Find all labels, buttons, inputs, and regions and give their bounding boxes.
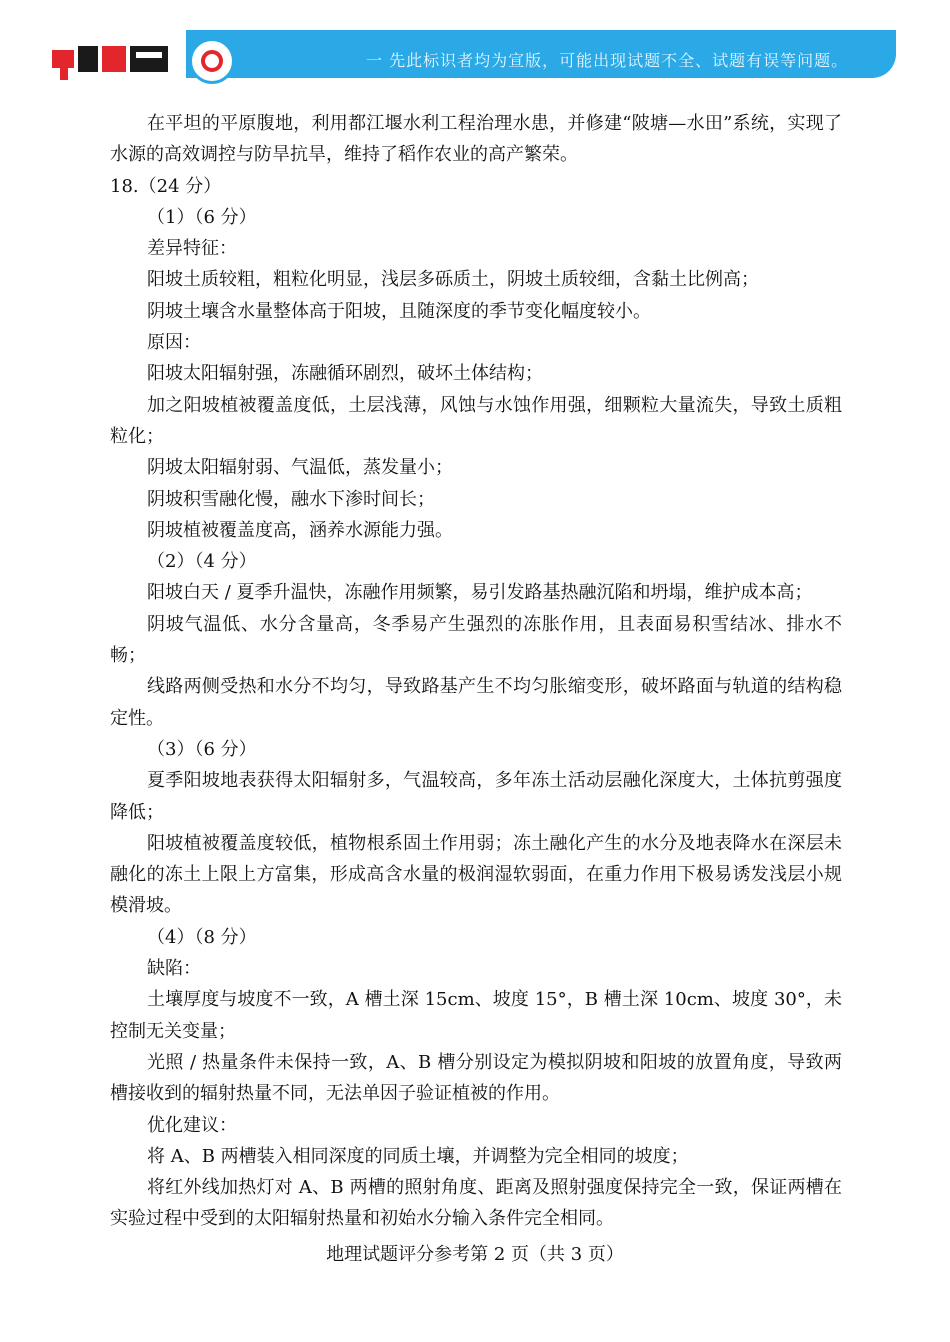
answer-line: 阴坡太阳辐射弱、气温低，蒸发量小； [147,457,453,479]
answer-line: 加之阳坡植被覆盖度低，土层浅薄，风蚀与水蚀作用强，细颗粒大量流失，导致土质粗粒化； [110,394,842,447]
intro-paragraph: 在平坦的平原腹地，利用都江堰水利工程治理水患，并修建“陂塘—水田”系统，实现了水源的高效调控与防旱抗旱，维持了稻作农业的高产繁荣。 [110,113,842,166]
answer-line: 夏季阳坡地表获得太阳辐射多，气温较高，多年冻土活动层融化深度大，土体抗剪强度降低； [110,770,842,823]
badge-icon [189,38,235,84]
answer-line: 阳坡白天 / 夏季升温快，冻融作用频繁，易引发路基热融沉陷和坍塌，维护成本高； [147,582,813,604]
answer-line: 阳坡太阳辐射强，冻融循环剧烈，破坏土体结构； [147,363,543,385]
answer-line: 线路两侧受热和水分不均匀，导致路基产生不均匀胀缩变形，破坏路面与轨道的结构稳定性。 [110,676,842,729]
answer-line: 将 A、B 两槽装入相同深度的同质土壤，并调整为完全相同的坡度； [147,1145,689,1167]
page-header [0,0,950,90]
reason-label: 原因： [147,332,201,354]
banner-text: 一 先此标识者均为宣版，可能出现试题不全、试题有误等问题。 [366,51,849,70]
answer-line: 阴坡土壤含水量整体高于阳坡，且随深度的季节变化幅度较小。 [147,300,651,322]
answer-line: 土壤厚度与坡度不一致，A 槽土深 15cm、坡度 15°，B 槽土深 10cm、坡度 30°，未控制无关变量； [110,989,842,1042]
subquestion-3-heading: （3）（6 分） [147,738,257,760]
answer-line: 阴坡植被覆盖度高，涵养水源能力强。 [147,519,453,541]
defect-label: 缺陷： [147,958,201,980]
difference-label: 差异特征： [147,238,237,260]
page-footer: 地理试题评分参考第 2 页（共 3 页） [326,1244,624,1265]
subquestion-4-heading: （4）（8 分） [147,926,257,948]
answer-content [110,108,842,1235]
answer-line: 阴坡气温低、水分含量高，冬季易产生强烈的冻胀作用，且表面易积雪结冰、排水不畅； [110,613,842,667]
publisher-logo [52,40,170,82]
answer-line: 阳坡植被覆盖度较低，植物根系固土作用弱；冻土融化产生的水分及地表降水在深层未融化的冻土上限上方富集，形成高含水量的极润湿软弱面，在重力作用下极易诱发浅层小规模滑坡。 [110,832,842,917]
answer-line: 阳坡土质较粗，粗粒化明显，浅层多砾质土，阴坡土质较细，含黏土比例高； [147,269,759,291]
suggestion-label: 优化建议： [147,1114,237,1136]
answer-line: 将红外线加热灯对 A、B 两槽的照射角度、距离及照射强度保持完全一致，保证两槽在实验过程中受到的太阳辐射热量和初始水分输入条件完全相同。 [110,1177,842,1230]
answer-line: 光照 / 热量条件未保持一致，A、B 槽分别设定为模拟阴坡和阳坡的放置角度，导致两槽接收到的辐射热量不同，无法单因子验证植被的作用。 [110,1051,842,1105]
header-banner [186,30,896,78]
answer-line: 阴坡积雪融化慢，融水下渗时间长； [147,488,435,510]
question-18-heading: 18.（24 分） [110,175,222,197]
subquestion-2-heading: （2）（4 分） [147,551,257,573]
subquestion-1-heading: （1）（6 分） [147,206,257,228]
